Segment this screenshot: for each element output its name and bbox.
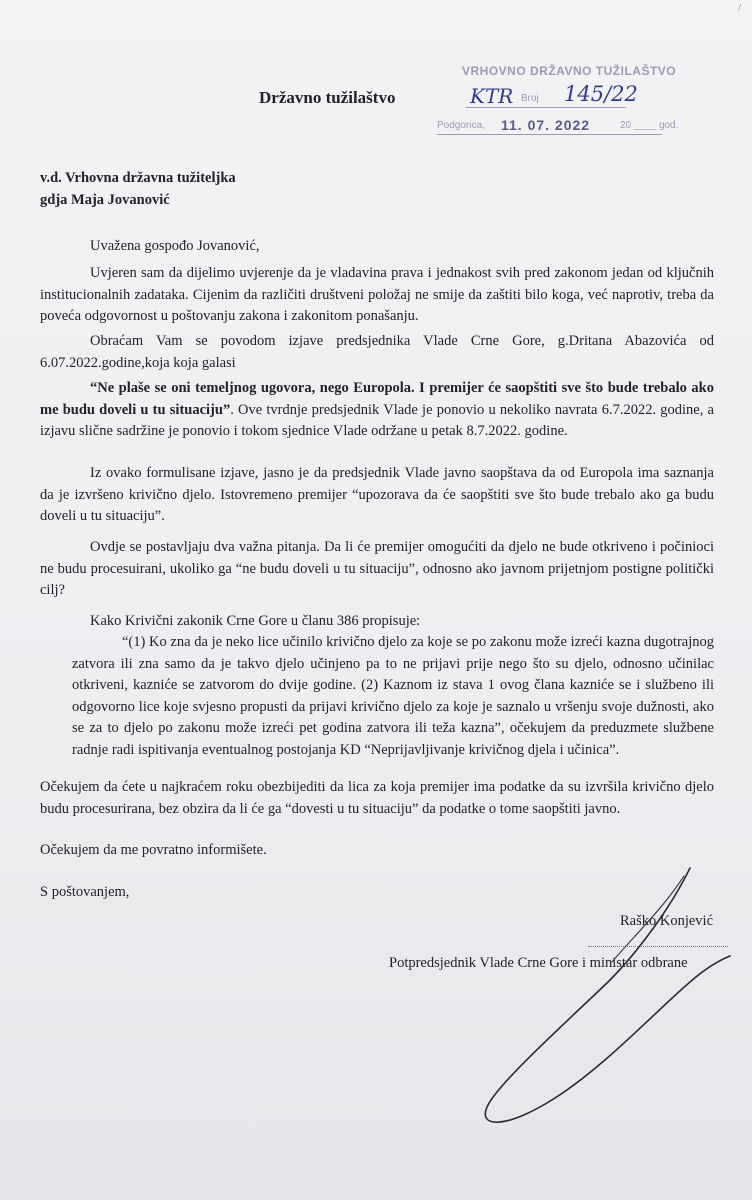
- paragraph-3-quote: “Ne plaše se oni temeljnog ugovora, nego Europola. I premijer će saopštiti sve što bude trebalo ako me budu doveli u tu situaciju”: [40, 380, 714, 418]
- paragraph-6-intro: Kako Krivični zakonik Crne Gore u članu 386 propisuje:: [90, 613, 421, 629]
- paragraph-5: Ovdje se postavljaju dva važna pitanja. Da li će premijer omogućiti da djelo ne bude otkriveno i počinioci ne budu procesuirani, ukoliko ga “ne budu doveli u tu situaciju”, odnosno ako javnom prijetnjom postigne politički cilj?: [40, 539, 714, 598]
- paragraph-3-rest: . Ove tvrdnje predsjednik Vlade je ponovio u nekoliko navrata 6.7.2022. godine, a izjavu slične sadržine je ponovio i tokom sjednice Vlade održane u petak 8.7.2022. godine.: [40, 401, 714, 439]
- handwritten-code: KTR: [470, 84, 514, 108]
- recipient-line-1: v.d. Vrhovna državna tužiteljka: [40, 170, 236, 186]
- paragraph-2: Obraćam Vam se povodom izjave predsjednika Vlade Crne Gore, g.Dritana Abazovića od 6.07.2022.godine,koja koja galasi: [40, 333, 714, 371]
- corner-mark: /: [738, 2, 742, 14]
- paragraph-7: Očekujem da ćete u najkraćem roku obezbijediti da lica za koja premijer ima podatke da su izvršila krivično djelo budu procesurirana, bez obzira da li će ga “dovesti u tu situaciju” da podatke o tome saopštiti javno.: [40, 779, 714, 817]
- stamp-organization: VRHOVNO DRŽAVNO TUŽILAŠTVO: [462, 64, 677, 78]
- signatory-name: Raško Konjević: [620, 913, 714, 929]
- stamp-year: 20 ____ god.: [620, 120, 679, 131]
- signatory-title: Potpredsjednik Vlade Crne Gore i ministar odbrane: [389, 955, 688, 971]
- closing: S poštovanjem,: [40, 884, 130, 900]
- stamp-date: 11. 07. 2022: [501, 117, 591, 133]
- paragraph-8: Očekujem da me povratno informišete.: [40, 842, 267, 858]
- paragraph-6-quote: “(1) Ko zna da je neko lice učinilo krivično djelo za koje se po zakonu može izreći kazna dugotrajnog zatvora ili zna samo da je takvo djelo učinjeno pa to ne prijavi prije nego što su djelo, odnosno učinilac otkriveni, kazniće se zatvorom do dvije godine. (2) Kaznom iz stava 1 ovog člana kazniće se i službeno ili odgovorno lice koje svjesno propusti da prijavi krivično djelo za koje je saznalo u vršenju svoje dužnosti, ako se za to djelo po zakonu može izreći pet godina zatvora ili teža kazna”, očekujem da preduzmete službene radnje radi ispitivanja eventualnog postojanja KD “Neprijavljivanje krivičnog djela i učinica”.: [72, 634, 714, 758]
- stamp-place-label: Podgorica,: [437, 120, 485, 131]
- handwritten-number: 145/22: [564, 82, 638, 106]
- stamp-broj-label: Broj: [521, 93, 539, 104]
- paragraph-1: Uvjeren sam da dijelimo uvjerenje da je vladavina prava i jednakost svih pred zakonom jedan od ključnih institucionalnih zadataka. Cijenim da različiti društveni položaj ne smije da zaštiti bilo koga, već naprotiv, treba da poveća odgovornost u poštovanju zakona i zakonitom ponašanju.: [40, 265, 714, 324]
- paragraph-4: Iz ovako formulisane izjave, jasno je da predsjednik Vlade javno saopštava da od Europola ima saznanja da je izvršeno krivično djelo. Istovremeno premijer “upozorava da će saopštiti sve što bude trebalo ako ga budu doveli u tu situaciju”.: [40, 465, 714, 524]
- salutation: Uvažena gospođo Jovanović,: [90, 238, 260, 254]
- page-title: Državno tužilaštvo: [259, 88, 396, 107]
- recipient-line-2: gdja Maja Jovanović: [40, 192, 170, 208]
